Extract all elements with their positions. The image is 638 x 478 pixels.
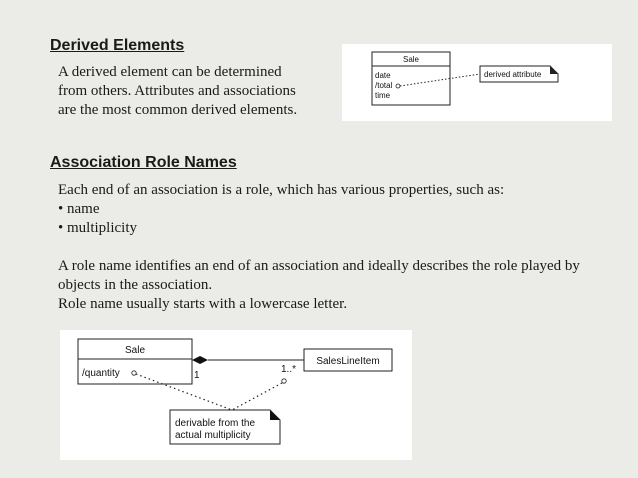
role-text-line-5: objects in the association. [58,277,213,293]
role-name-diagram [60,330,412,460]
sale-attr-time: time [375,91,391,100]
sale-attr-total: /total [375,81,393,90]
derived-attribute-diagram [342,44,612,121]
role-name-uml [60,330,412,460]
saleslineitem-class-name: SalesLineItem [316,356,380,367]
role-text-line-3: • multiplicity [58,220,137,236]
role-text-line-6: Role name usually starts with a lowercase letter. [58,296,348,312]
heading-association-role-names: Association Role Names [50,154,237,171]
sale-class-name: Sale [124,345,146,356]
sale-attr-date: date [375,71,391,80]
composition-diamond-icon [192,356,208,364]
note-connector-right [232,383,282,410]
note-text: derived attribute [484,70,542,79]
role-text-line-1: Each end of an association is a role, which has various properties, such as: [58,182,505,198]
multiplicity-anchor [282,379,286,383]
derived-text-line-2: from others. Attributes and associations [58,83,296,99]
derived-attr-anchor [396,84,400,88]
role-text-line-4: A role name identifies an end of an association and ideally describes the role played by [58,258,580,274]
sale-class-name: Sale [402,55,420,64]
multiplicity-sale: 1 [194,370,200,381]
quantity-anchor [132,371,136,375]
derived-text-line-1: A derived element can be determined [58,64,282,80]
note-line-2: actual multiplicity [175,430,251,441]
heading-derived-elements: Derived Elements [50,37,185,54]
derived-text-line-3: are the most common derived elements. [58,102,298,118]
multiplicity-saleslineitem: 1..* [281,364,297,375]
note-fold-icon [270,410,280,420]
note-line-1: derivable from the [175,418,256,429]
role-text-line-2: • name [58,201,100,217]
sale-attr-quantity: /quantity [82,368,120,379]
derived-attribute-uml [342,44,612,121]
